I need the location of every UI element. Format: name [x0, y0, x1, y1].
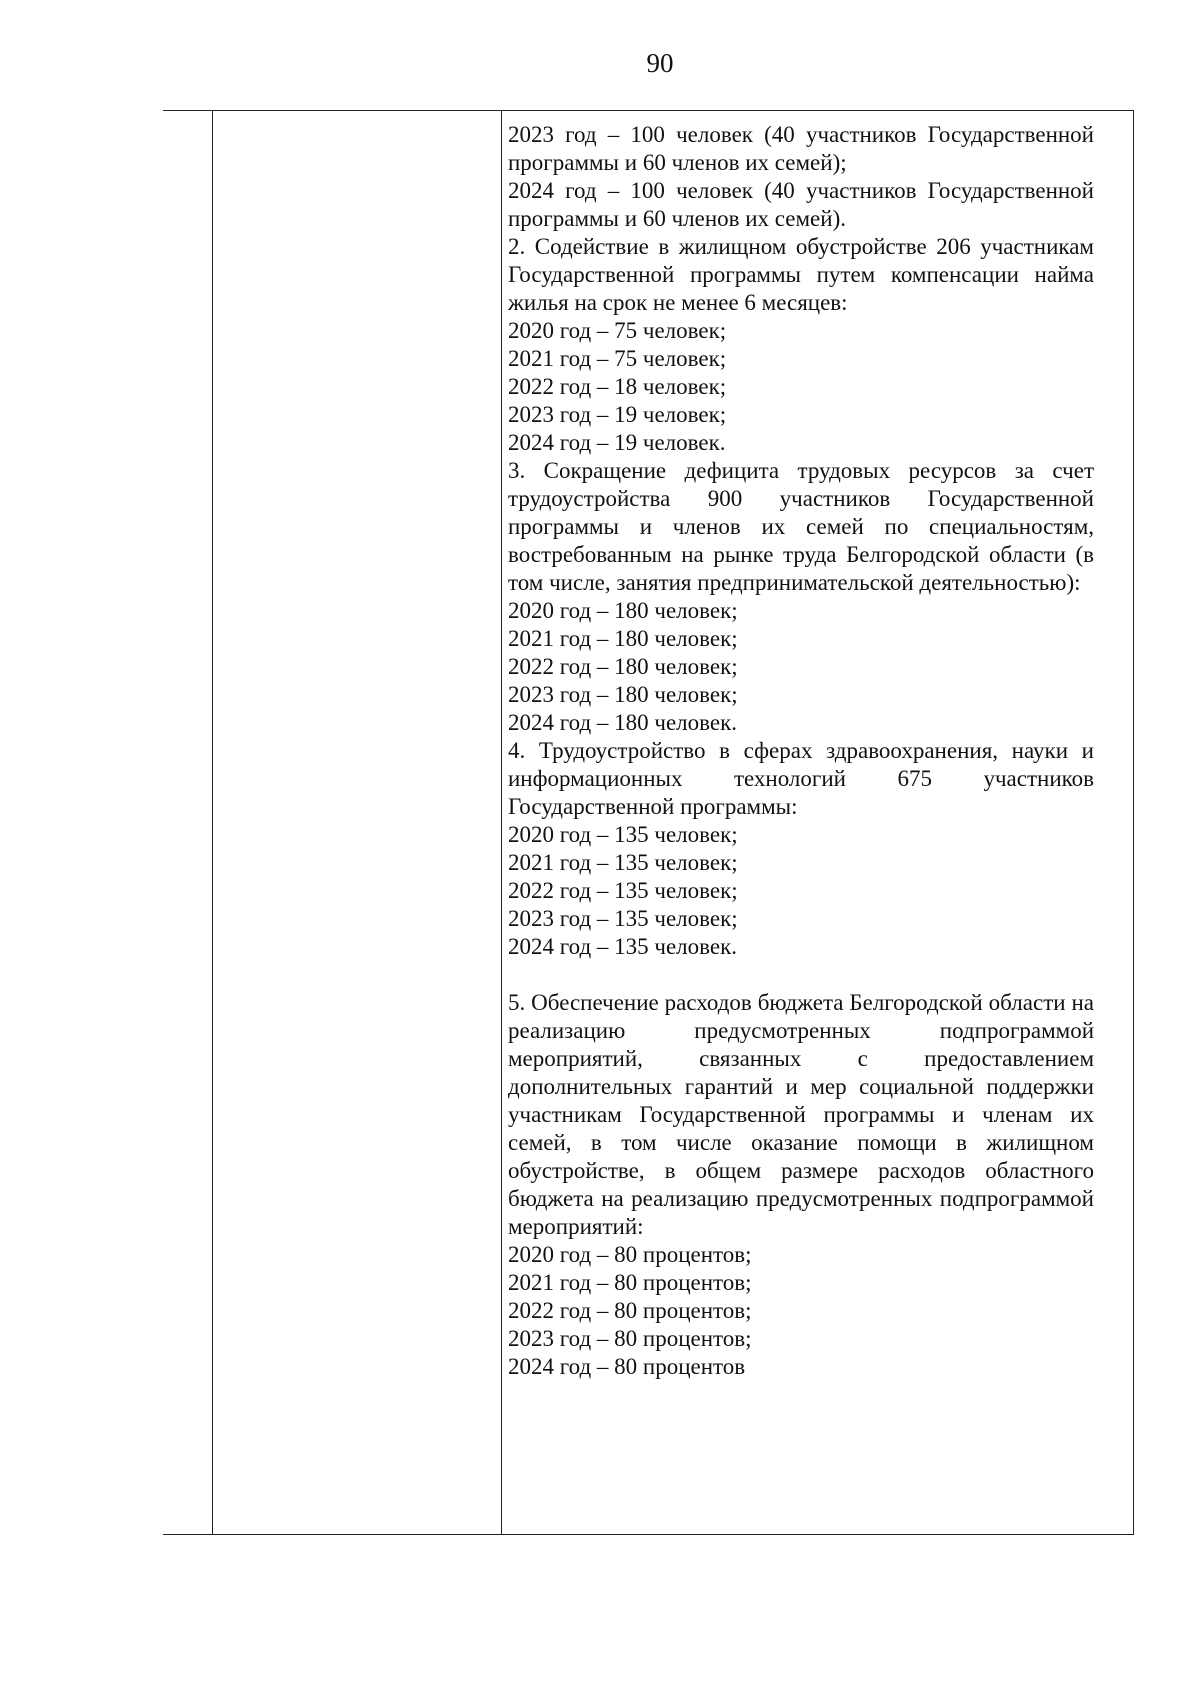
target-line: 2020 год – 75 человек;	[508, 318, 727, 343]
target-line: 2023 год – 80 процентов;	[508, 1326, 752, 1351]
target-line: 2022 год – 80 процентов;	[508, 1298, 752, 1323]
target-line: 2022 год – 135 человек;	[508, 878, 738, 903]
table-cell-targets	[508, 121, 1094, 1381]
target-line: 2024 год – 19 человек.	[508, 430, 726, 455]
target-line: 2022 год – 18 человек;	[508, 374, 727, 399]
target-heading: 3. Сокращение дефицита трудовых ресурсов за счет трудоустройства 900 участников Государственной программы и членов их семей по специальностям, востребованным на рынке труда Белгородской области (в том числе, занятия предпринимательской деятельностью):	[508, 458, 1094, 595]
document-table	[163, 110, 1134, 1535]
page-number: 90	[646, 48, 674, 78]
target-line: 2021 год – 80 процентов;	[508, 1270, 752, 1295]
target-line: 2024 год – 135 человек.	[508, 934, 738, 959]
target-line: 2023 год – 135 человек;	[508, 906, 738, 931]
target-line: 2023 год – 19 человек;	[508, 402, 727, 427]
column-divider	[501, 111, 502, 1534]
target-line: 2022 год – 180 человек;	[508, 654, 738, 679]
target-line: 2021 год – 180 человек;	[508, 626, 738, 651]
target-line: 2024 год – 180 человек.	[508, 710, 738, 735]
paragraph-spacer	[508, 961, 1094, 989]
target-line: 2023 год – 180 человек;	[508, 682, 738, 707]
target-heading: 5. Обеспечение расходов бюджета Белгородской области на реализацию предусмотренных подпрограммой мероприятий, связанных с предоставлением дополнительных гарантий и мер социальной поддержки участникам Государственной программы и членам их семей, в том числе оказание помощи в жилищном обустройстве, в общем размере расходов областного бюджета на реализацию предусмотренных подпрограммой мероприятий:	[508, 990, 1094, 1239]
target-line: 2024 год – 100 человек (40 участников Государственной программы и 60 членов их семей).	[508, 178, 1094, 231]
target-line: 2020 год – 135 человек;	[508, 822, 738, 847]
target-heading: 2. Содействие в жилищном обустройстве 206 участникам Государственной программы путем компенсации найма жилья на срок не менее 6 месяцев:	[508, 234, 1094, 315]
target-line: 2020 год – 180 человек;	[508, 598, 738, 623]
target-line: 2023 год – 100 человек (40 участников Государственной программы и 60 членов их семей);	[508, 122, 1094, 175]
target-heading: 4. Трудоустройство в сферах здравоохранения, науки и информационных технологий 675 участников Государственной программы:	[508, 738, 1094, 819]
column-divider	[212, 111, 213, 1534]
target-line: 2020 год – 80 процентов;	[508, 1242, 752, 1267]
target-line: 2024 год – 80 процентов	[508, 1354, 746, 1379]
target-line: 2021 год – 135 человек;	[508, 850, 738, 875]
target-line: 2021 год – 75 человек;	[508, 346, 727, 371]
